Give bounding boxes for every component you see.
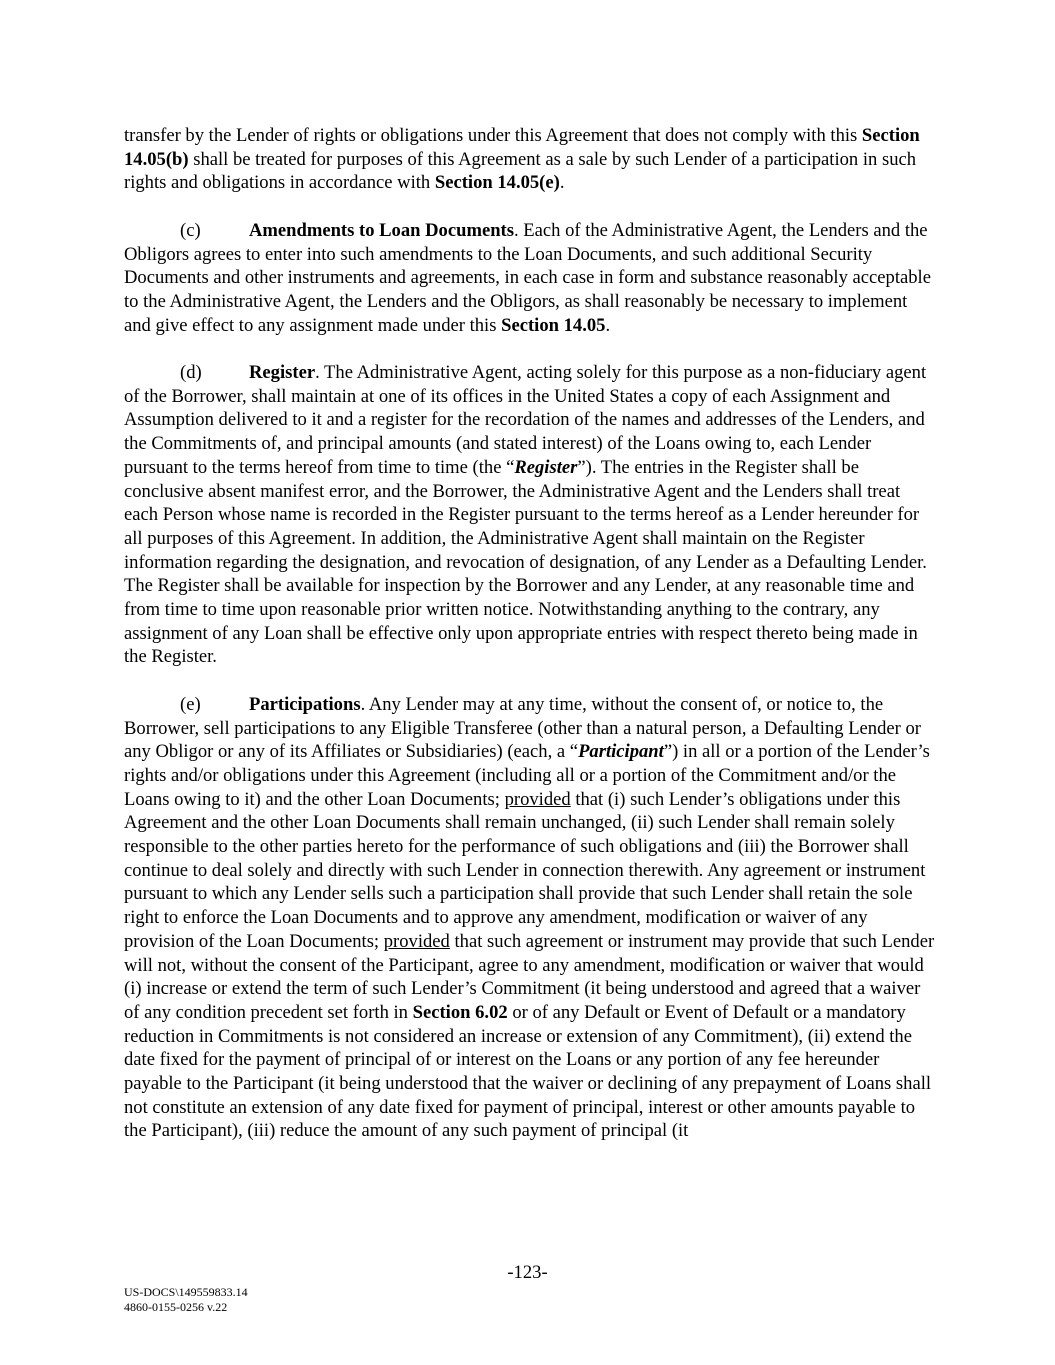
proviso-term: provided <box>504 788 571 810</box>
defined-term: Register <box>514 456 578 478</box>
paragraph-text: . <box>605 314 611 336</box>
section-reference: Section 6.02 <box>412 1001 508 1023</box>
section-reference: Section 14.05 <box>501 314 606 336</box>
defined-term: Participant <box>578 741 664 763</box>
proviso-term: provided <box>383 930 450 952</box>
paragraph-text: ”). The entries in the Register shall be conclusive absent manifest error, and the Borrower, the Administrative Agent and the Lenders shall treat each Person whose name is recorded in the Register pursuant to the terms hereof as a Lender hereunder for all purposes of this Agreement. In addition, the Administrative Agent shall maintain on the Register information regarding the designation, and revocation of designation, of any Lender as a Defaulting Lender. The Register shall be available for inspection by the Borrower and any Lender, at any reasonable time and from time to time upon reasonable prior written notice. Notwithstanding anything to the contrary, any assignment of any Loan shall be effective only upon appropriate entries with respect thereto being made in the Register. <box>124 456 927 668</box>
paragraph-text: . Any Lender may at any time, without the consent of, or notice to, the Borrower, sell participations to any Eligible Transferee (other than a natural person, a Defaulting Lender or any Obligor or any of its Affiliates or Subsidiaries) (each, a “ <box>124 693 921 763</box>
clause-number: (e) <box>180 693 201 715</box>
clause-number: (d) <box>180 362 202 383</box>
paragraph-continuation <box>124 124 936 195</box>
paragraph-d-register <box>124 361 936 669</box>
clause-heading: Participations <box>249 693 361 715</box>
clause-heading: Amendments to Loan Documents <box>249 219 514 241</box>
clause-heading: Register <box>249 362 316 383</box>
paragraph-text: shall be treated for purposes of this Agreement as a sale by such Lender of a participation in such rights and obligations in accordance with <box>124 148 917 194</box>
paragraph-e-participations <box>124 693 936 1143</box>
document-footer <box>124 1285 248 1315</box>
paragraph-text: transfer by the Lender of rights or obligations under this Agreement that does not comply with this <box>124 125 862 146</box>
doc-version-id: 4860-0155-0256 v.22 <box>124 1300 228 1314</box>
paragraph-text: that such agreement or instrument may provide that such Lender will not, without the consent of the Participant, agree to any amendment, modification or waiver that would (i) increase or extend the term of such Lender’s Commitment (it being understood and agreed that a waiver of any condition precedent set forth in <box>124 930 935 1023</box>
paragraph-text: or of any Default or Event of Default or a mandatory reduction in Commitments is not considered an increase or extension of any Commitment), (ii) extend the date fixed for the payment of principal of or interest on the Loans or any portion of any fee hereunder payable to the Participant (it being understood that the waiver or declining of any prepayment of Loans shall not constitute an extension of any date fixed for payment of principal, interest or other amounts payable to the Participant), (iii) reduce the amount of any such payment of principal (it <box>124 1001 932 1142</box>
page-number: -123- <box>507 1262 548 1283</box>
paragraph-text: . Each of the Administrative Agent, the Lenders and the Obligors agrees to enter into such amendments to the Loan Documents, and such additional Security Documents and other instruments and agreements, in each case in form and substance reasonably acceptable to the Administrative Agent, the Lenders and the Obligors, as shall reasonably be necessary to implement and give effect to any assignment made under this <box>124 219 931 336</box>
paragraph-text: . The Administrative Agent, acting solely for this purpose as a non-fiduciary agent of the Borrower, shall maintain at one of its offices in the United States a copy of each Assignment and Assumption delivered to it and a register for the recordation of the names and addresses of the Lenders, and the Commitments of, and principal amounts (and stated interest) of the Loans owing to, each Lender pursuant to the terms hereof from time to time (the “ <box>124 362 927 478</box>
paragraph-text: . <box>559 172 565 194</box>
paragraph-c-amendments <box>124 219 936 338</box>
paragraph-text: that (i) such Lender’s obligations under this Agreement and the other Loan Documents shall remain unchanged, (ii) such Lender shall remain solely responsible to the other parties hereto for the performance of such obligations and (iii) the Borrower shall continue to deal solely and directly with such Lender in connection therewith. Any agreement or instrument pursuant to which any Lender sells such a participation shall provide that such Lender shall retain the sole right to enforce the Loan Documents and to approve any amendment, modification or waiver of any provision of the Loan Documents; <box>124 788 926 952</box>
doc-id: US-DOCS\149559833.14 <box>124 1285 248 1299</box>
section-reference: Section 14.05(e) <box>434 172 560 194</box>
paragraph-text: ”) in all or a portion of the Lender’s rights and/or obligations under this Agreement (including all or a portion of the Commitment and/or the Loans owing to it) and the other Loan Documents; <box>124 741 930 810</box>
section-reference: Section 14.05(b) <box>124 125 920 170</box>
document-body <box>124 124 936 1167</box>
clause-number: (c) <box>180 219 201 241</box>
